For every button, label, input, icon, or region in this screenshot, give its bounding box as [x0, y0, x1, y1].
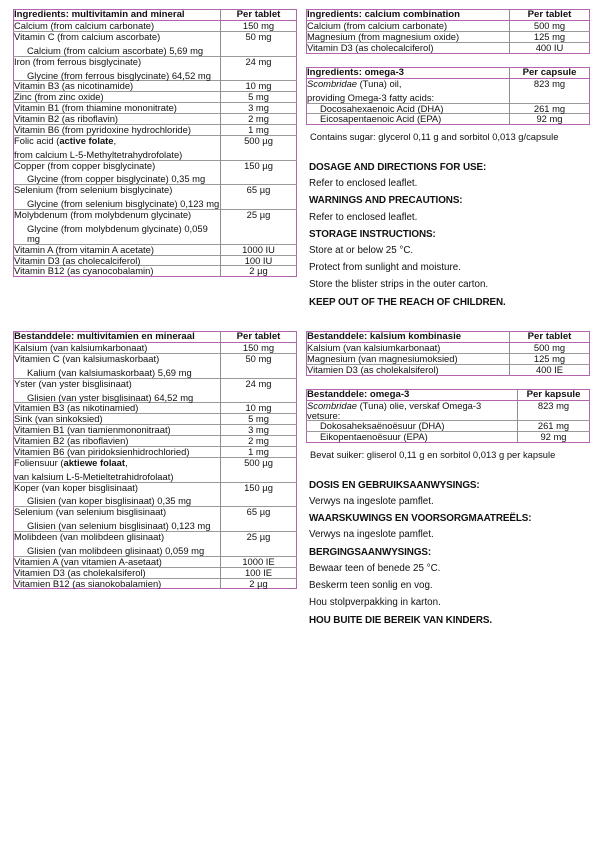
ingredient-name: Vitamin B3 (as nicotinamide) [14, 81, 221, 92]
table-row [307, 343, 590, 354]
ingredient-name: Vitamin B6 (from pyridoxine hydrochloride) [14, 124, 221, 135]
ingredient-amount: 10 mg [221, 81, 297, 92]
ingredient-name: Kalsium (van kalsiumkarbonaat) [307, 342, 441, 353]
header-ingredient-label: Ingredients: multivitamin and mineral [14, 10, 221, 21]
table-row [14, 244, 297, 255]
ingredient-sub-name: Dokosaheksaënoësuur (DHA) [320, 420, 445, 432]
table-row [307, 21, 590, 32]
table-row [14, 446, 297, 457]
ingredient-name: Copper (from copper bisglycinate) Glycine (from copper bisglycinate) 0,35 mg [14, 160, 221, 185]
directions-line: Store at or below 25 °C. [309, 245, 414, 257]
header-amount-label: Per tablet [221, 331, 297, 342]
directions-heading: BERGINGSAANWYSINGS: [309, 547, 432, 559]
ingredients-table [306, 67, 590, 126]
ingredient-amount: 150 µg [221, 482, 297, 507]
table-row [14, 21, 297, 32]
ingredient-sub-name: Glisien (van selenium bisglisinaat) 0,123 mg [27, 520, 211, 532]
ingredients-table [13, 9, 297, 277]
table-row [14, 578, 297, 589]
directions-line: Verwys na ingeslote pamflet. [309, 495, 434, 507]
ingredients-table [13, 331, 297, 589]
english-omega-note: Contains sugar: glycerol 0,11 g and sorbitol 0,013 g/capsule [310, 131, 559, 143]
ingredient-sub-name: Eicosapentaenoic Acid (EPA) [320, 113, 442, 125]
table-row [14, 482, 297, 507]
ingredient-name: Vitamien B2 (as riboflavien) [14, 436, 221, 447]
table-row [14, 378, 297, 403]
ingredient-amount: 100 IE [221, 567, 297, 578]
ingredient-sub-name: Glisien (van yster bisglisinaat) 64,52 mg [27, 391, 194, 403]
ingredient-name [307, 421, 518, 432]
ingredient-amount: 261 mg [510, 103, 590, 114]
ingredient-amount: 500 µg [221, 135, 297, 160]
ingredient-amount: 2 µg [221, 578, 297, 589]
table-row [14, 31, 297, 56]
table-row [14, 81, 297, 92]
ingredient-name [307, 103, 510, 114]
directions-heading: HOU BUITE DIE BEREIK VAN KINDERS. [309, 614, 493, 626]
table-row [14, 343, 297, 354]
ingredients-table [306, 9, 590, 54]
table-row [14, 185, 297, 210]
table-row [307, 421, 590, 432]
ingredient-sub-name: Glycine (from molybdenum glycinate) 0,059 mg [27, 222, 208, 244]
ingredient-name: Vitamin D3 (as cholecalciferol) [14, 255, 221, 266]
table-row [14, 507, 297, 532]
afrikaans-directions [309, 477, 590, 629]
directions-line: Protect from sunlight and moisture. [309, 262, 461, 274]
header-ingredient-label: Bestanddele: omega-3 [307, 389, 518, 400]
ingredient-name: Vitamien B6 (van piridoksienhidrochloried) [14, 446, 221, 457]
table-row [14, 103, 297, 114]
ingredient-name: Scombridae (Tuna) oil, providing Omega-3 fatty acids: [307, 78, 510, 103]
table-row [307, 31, 590, 42]
table-row [14, 532, 297, 557]
afrikaans-multivitamin-table-slot [13, 331, 297, 589]
ingredient-amount: 5 mg [221, 92, 297, 103]
ingredient-amount: 1 mg [221, 446, 297, 457]
ingredient-sub-name: Calcium (from calcium ascorbate) 5,69 mg [27, 44, 204, 56]
ingredient-amount: 1000 IU [221, 244, 297, 255]
section-spacer [13, 311, 592, 331]
english-multivitamin-table-slot [13, 9, 297, 277]
directions-line: Verwys na ingeslote pamflet. [309, 529, 434, 541]
directions-line: Beskerm teen sonlig en vog. [309, 580, 433, 592]
ingredient-name: Iron (from ferrous bisglycinate) Glycine (from ferrous bisglycinate) 64,52 mg [14, 56, 221, 81]
table-row [14, 124, 297, 135]
table-row [14, 160, 297, 185]
ingredient-amount: 2 mg [221, 436, 297, 447]
ingredient-name [307, 114, 510, 125]
directions-heading: STORAGE INSTRUCTIONS: [309, 229, 436, 241]
ingredient-name: Vitamin B12 (as cyanocobalamin) [14, 266, 221, 277]
ingredient-amount: 2 mg [221, 114, 297, 125]
header-ingredient-label: Bestanddele: multivitamien en mineraal [14, 331, 221, 342]
ingredient-name: Vitamien D3 (as cholekalsiferol) [307, 364, 510, 375]
ingredient-name: Molibdeen (van molibdeen glisinaat) Glisien (van molibdeen glisinaat) 0,059 mg [14, 532, 221, 557]
ingredient-sub-name: Glycine (from ferrous bisglycinate) 64,52 mg [27, 69, 211, 81]
ingredient-amount: 3 mg [221, 103, 297, 114]
ingredient-name [307, 432, 518, 443]
header-amount-label: Per capsule [510, 67, 590, 78]
ingredient-sub-name: Docosahexaenoic Acid (DHA) [320, 102, 444, 114]
ingredient-amount: 25 µg [221, 532, 297, 557]
table-row [307, 114, 590, 125]
ingredient-latin-name: Scombridae [307, 77, 358, 89]
table-row [14, 567, 297, 578]
table-row [14, 114, 297, 125]
directions-heading: KEEP OUT OF THE REACH OF CHILDREN. [309, 296, 506, 308]
ingredients-table [306, 331, 590, 376]
ingredient-amount: 125 mg [510, 31, 590, 42]
ingredient-amount: 400 IE [510, 364, 590, 375]
ingredient-name: Magnesium (from magnesium oxide) [307, 31, 510, 42]
header-amount-label: Per kapsule [518, 389, 590, 400]
ingredient-latin-name: Scombridae [307, 399, 358, 411]
english-section [13, 9, 592, 311]
table-row [14, 353, 297, 378]
ingredient-name: Vitamien C (van kalsiumaskorbaat) Kalium (van kalsiumaskorbaat) 5,69 mg [14, 353, 221, 378]
table-row [14, 92, 297, 103]
ingredient-name: Yster (van yster bisglisinaat) Glisien (van yster bisglisinaat) 64,52 mg [14, 378, 221, 403]
table-row [14, 135, 297, 160]
afrikaans-right-column [306, 331, 590, 629]
table-row [307, 42, 590, 53]
directions-heading: WAARSKUWINGS EN VOORSORGMAATREËLS: [309, 513, 532, 525]
table-row [14, 255, 297, 266]
ingredient-emphasis: aktiewe folaat [63, 456, 125, 468]
directions-line: Refer to enclosed leaflet. [309, 211, 418, 223]
ingredient-sub-name: Glisien (van molibdeen glisinaat) 0,059 mg [27, 544, 205, 556]
table-row [14, 414, 297, 425]
directions-line: Bewaar teen of benede 25 °C. [309, 563, 441, 575]
ingredient-name: Zinc (from zinc oxide) [14, 92, 221, 103]
ingredient-name: Scombridae (Tuna) olie, verskaf Omega-3 vetsure: [307, 399, 482, 421]
english-left-column [13, 9, 297, 311]
header-amount-label: Per tablet [510, 331, 590, 342]
directions-line: Refer to enclosed leaflet. [309, 177, 418, 189]
table-row [14, 425, 297, 436]
directions-line: Store the blister strips in the outer carton. [309, 279, 489, 291]
ingredient-name: Vitamin B1 (from thiamine mononitrate) [14, 103, 221, 114]
ingredient-name: Calcium (from calcium carbonate) [14, 20, 155, 32]
ingredient-amount: 92 mg [518, 432, 590, 443]
ingredient-name: Foliensuur (aktiewe folaat, van kalsium L-5-Metieltetrahidrofolaat) [14, 457, 221, 482]
ingredients-table [306, 389, 590, 444]
table-row [14, 436, 297, 447]
spacer [306, 376, 590, 389]
ingredient-name: Vitamin D3 (as cholecalciferol) [307, 42, 510, 53]
ingredient-name: Vitamin A (from vitamin A acetate) [14, 244, 221, 255]
ingredient-amount: 25 µg [221, 210, 297, 245]
ingredient-amount: 2 µg [221, 266, 297, 277]
table-row [307, 353, 590, 364]
ingredient-amount: 65 µg [221, 185, 297, 210]
table-row [14, 266, 297, 277]
ingredient-name-continued: providing Omega-3 fatty acids: [307, 91, 435, 103]
ingredient-amount: 92 mg [510, 114, 590, 125]
ingredient-name: Vitamien B12 (as sianokobalamien) [14, 578, 221, 589]
ingredient-amount: 150 mg [221, 343, 297, 354]
ingredient-amount: 50 mg [221, 31, 297, 56]
ingredient-amount: 24 mg [221, 56, 297, 81]
header-amount-label: Per tablet [510, 10, 590, 21]
ingredient-amount: 500 mg [510, 343, 590, 354]
ingredient-name: Vitamin C (from calcium ascorbate) Calcium (from calcium ascorbate) 5,69 mg [14, 31, 221, 56]
table-row [14, 556, 297, 567]
ingredient-amount: 261 mg [518, 421, 590, 432]
ingredient-amount: 1 mg [221, 124, 297, 135]
ingredient-name: Calcium (from calcium carbonate) [307, 20, 448, 32]
directions-heading: DOSIS EN GEBRUIKSAANWYSINGS: [309, 479, 480, 491]
ingredient-name: Magnesium (van magnesiumoksied) [307, 353, 510, 364]
table-header-row [307, 67, 590, 78]
ingredient-amount: 10 mg [221, 403, 297, 414]
table-row [307, 400, 590, 421]
ingredient-amount: 500 mg [510, 21, 590, 32]
ingredient-sub-name: Glycine (from selenium bisglycinate) 0,123 mg [27, 198, 220, 210]
ingredient-name: Koper (van koper bisglisinaat) Glisien (van koper bisglisinaat) 0,35 mg [14, 482, 221, 507]
ingredient-name: Vitamien A (van vitamien A-asetaat) [14, 556, 221, 567]
ingredient-name: Kalsium (van kalsiumkarbonaat) [14, 342, 148, 353]
table-row [307, 432, 590, 443]
ingredient-emphasis: active folate [59, 134, 114, 146]
afrikaans-omega-table-slot [306, 389, 590, 444]
ingredient-name: Selenium (van selenium bisglisinaat) Glisien (van selenium bisglisinaat) 0,123 mg [14, 507, 221, 532]
afrikaans-section [13, 331, 592, 629]
english-right-column [306, 9, 590, 311]
ingredient-name: Vitamien B1 (van tiamienmononitraat) [14, 425, 221, 436]
table-header-row [14, 10, 297, 21]
ingredient-amount: 500 µg [221, 457, 297, 482]
ingredient-sub-name: Kalium (van kalsiumaskorbaat) 5,69 mg [27, 366, 192, 378]
header-ingredient-label: Bestanddele: kalsium kombinasie [307, 331, 510, 342]
ingredient-sub-name: Eikopentaenoësuur (EPA) [320, 431, 428, 443]
ingredient-name: Molybdenum (from molybdenum glycinate) Glycine (from molybdenum glycinate) 0,059 mg [14, 210, 221, 245]
table-header-row [14, 331, 297, 342]
table-row [14, 457, 297, 482]
ingredient-name: Selenium (from selenium bisglycinate) Glycine (from selenium bisglycinate) 0,123 mg [14, 184, 220, 210]
ingredient-amount: 1000 IE [221, 556, 297, 567]
ingredient-amount: 400 IU [510, 42, 590, 53]
ingredient-amount: 5 mg [221, 414, 297, 425]
ingredient-sub-name: Glycine (from copper bisglycinate) 0,35 mg [27, 173, 206, 185]
table-row [307, 364, 590, 375]
ingredient-name: Vitamin B2 (as riboflavin) [14, 114, 221, 125]
ingredient-amount: 24 mg [221, 378, 297, 403]
table-row [14, 210, 297, 245]
directions-heading: DOSAGE AND DIRECTIONS FOR USE: [309, 161, 487, 173]
ingredient-name: Folic acid (active folate, from calcium L-5-Methyltetrahydrofolate) [14, 135, 221, 160]
directions-line: Hou stolpverpakking in karton. [309, 597, 441, 608]
header-ingredient-label: Ingredients: calcium combination [307, 10, 510, 21]
afrikaans-omega-note: Bevat suiker: gliserol 0,11 g en sorbitol 0,013 g per kapsule [310, 449, 556, 461]
directions-heading: WARNINGS AND PRECAUTIONS: [309, 195, 463, 207]
ingredient-sub-name: Glisien (van koper bisglisinaat) 0,35 mg [27, 495, 192, 507]
header-amount-label: Per tablet [221, 10, 297, 21]
ingredient-name: Vitamien D3 (as cholekalsiferol) [14, 567, 221, 578]
ingredient-amount: 100 IU [221, 255, 297, 266]
table-row [307, 103, 590, 114]
table-header-row [307, 389, 590, 400]
table-row [307, 78, 590, 103]
spacer [306, 54, 590, 67]
ingredient-amount: 150 mg [221, 21, 297, 32]
table-header-row [307, 331, 590, 342]
english-directions [309, 159, 590, 311]
header-ingredient-label: Ingredients: omega-3 [307, 67, 510, 78]
table-row [14, 56, 297, 81]
ingredient-amount: 823 mg [518, 400, 590, 421]
afrikaans-calcium-table-slot [306, 331, 590, 376]
ingredient-amount: 125 mg [510, 353, 590, 364]
english-omega-table-slot [306, 67, 590, 126]
ingredient-amount: 50 mg [221, 353, 297, 378]
afrikaans-left-column [13, 331, 297, 629]
ingredient-name: Vitamien B3 (as nikotinamied) [14, 403, 221, 414]
ingredient-amount: 65 µg [221, 507, 297, 532]
english-calcium-table-slot [306, 9, 590, 54]
ingredient-amount: 3 mg [221, 425, 297, 436]
ingredient-name-continued: van kalsium L-5-Metieltetrahidrofolaat) [14, 470, 174, 482]
table-row [14, 403, 297, 414]
ingredient-amount: 823 mg [510, 78, 590, 103]
ingredient-name-continued: from calcium L-5-Methyltetrahydrofolate) [14, 148, 183, 160]
ingredient-amount: 150 µg [221, 160, 297, 185]
ingredient-name: Sink (van sinkoksied) [14, 414, 221, 425]
table-header-row [307, 10, 590, 21]
